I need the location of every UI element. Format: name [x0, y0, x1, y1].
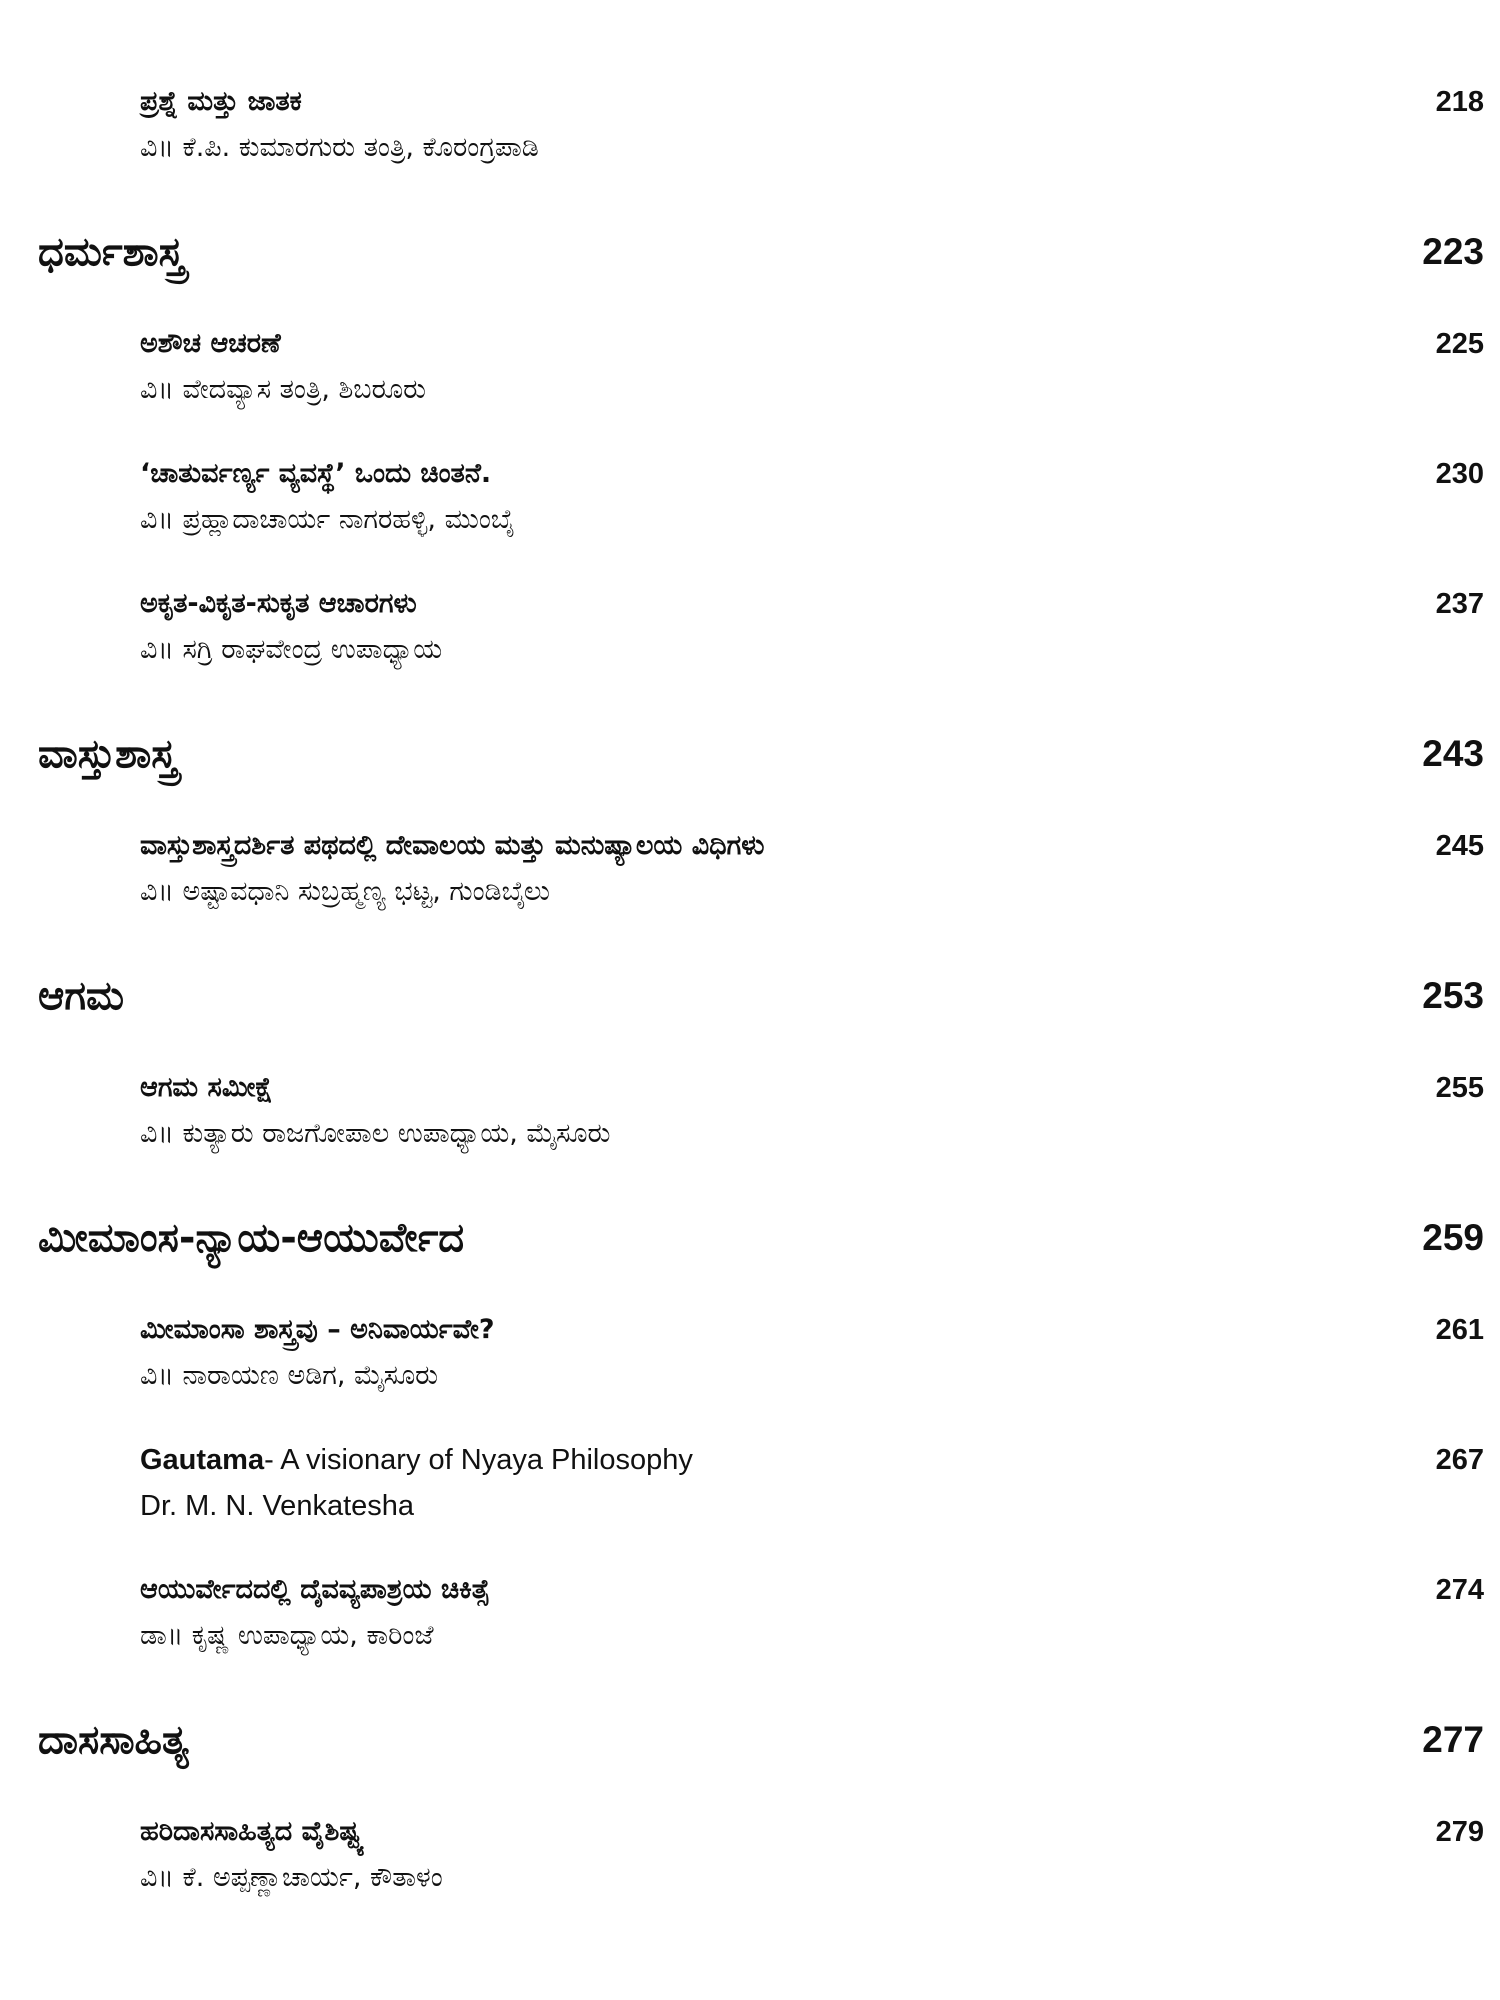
- section-title: ವಾಸ್ತುಶಾಸ್ತ್ರ: [38, 731, 178, 777]
- entry-author: ವಿ॥ ವೇದವ್ಯಾಸ ತಂತ್ರಿ, ಶಿಬರೂರು: [140, 374, 426, 405]
- section-page-number: 253: [1422, 975, 1484, 1016]
- section-page-number: 223: [1422, 231, 1484, 272]
- entry-author: ವಿ॥ ಪ್ರಹ್ಲಾದಾಚಾರ್ಯ ನಾಗರಹಳ್ಳಿ, ಮುಂಬೈ: [140, 504, 515, 535]
- section-page-number: 243: [1422, 733, 1484, 774]
- section-heading: [38, 212, 1488, 324]
- toc-entry: [38, 1068, 1488, 1198]
- entry-author: ವಿ॥ ಕೆ. ಅಪ್ಪಣ್ಣಾಚಾರ್ಯ, ಕೌತಾಳಂ: [140, 1862, 443, 1893]
- entry-title: ಆಯುರ್ವೇದದಲ್ಲಿ ದೈವವ್ಯಪಾಶ್ರಯ ಚಿಕಿತ್ಸೆ: [140, 1574, 490, 1605]
- entry-author: ವಿ॥ ಕುತ್ಯಾರು ರಾಜಗೋಪಾಲ ಉಪಾಧ್ಯಾಯ, ಮೈಸೂರು: [140, 1118, 611, 1149]
- toc-entry: [38, 82, 1488, 212]
- entry-title-rest: - A visionary of Nyaya Philosophy: [264, 1444, 693, 1476]
- entry-author: ವಿ॥ ಅಷ್ಟಾವಧಾನಿ ಸುಬ್ರಹ್ಮಣ್ಯ ಭಟ್ಟ, ಗುಂಡಿಬೈಲು: [140, 876, 550, 907]
- toc-entry: [38, 826, 1488, 956]
- entry-title: ಆಗಮ ಸಮೀಕ್ಷೆ: [140, 1072, 273, 1103]
- section-heading: [38, 956, 1488, 1068]
- entry-page-number: 245: [1435, 830, 1484, 862]
- toc-entry: [38, 1570, 1488, 1700]
- entry-title-bold: Gautama: [140, 1444, 265, 1476]
- entry-author: ವಿ॥ ಸಗ್ರಿ ರಾಘವೇಂದ್ರ ಉಪಾಧ್ಯಾಯ: [140, 634, 443, 665]
- entry-title: ಹರಿದಾಸಸಾಹಿತ್ಯದ ವೈಶಿಷ್ಟ್ಯ: [140, 1816, 365, 1847]
- entry-author: ವಿ॥ ನಾರಾಯಣ ಅಡಿಗ, ಮೈಸೂರು: [140, 1360, 439, 1391]
- toc-entry: [38, 1440, 1488, 1570]
- entry-page-number: 225: [1435, 328, 1484, 360]
- entry-page-number: 279: [1435, 1816, 1484, 1848]
- toc-entry: [38, 454, 1488, 584]
- entry-page-number: 237: [1435, 588, 1484, 620]
- section-page-number: 259: [1422, 1217, 1484, 1258]
- entry-title: ಅಕೃತ-ವಿಕೃತ-ಸುಕೃತ ಆಚಾರಗಳು: [140, 588, 417, 619]
- entry-page-number: 267: [1435, 1444, 1484, 1476]
- section-title: ಧರ್ಮಶಾಸ್ತ್ರ: [38, 229, 185, 275]
- entry-title: ವಾಸ್ತುಶಾಸ್ತ್ರದರ್ಶಿತ ಪಥದಲ್ಲಿ ದೇವಾಲಯ ಮತ್ತು ಮನುಷ್ಯಾಲಯ ವಿಧಿಗಳು: [140, 830, 765, 861]
- entry-title: ಅಶೌಚ ಆಚರಣೆ: [140, 328, 281, 359]
- section-heading: [38, 714, 1488, 826]
- entry-page-number: 218: [1435, 86, 1484, 118]
- section-title: ಆಗಮ: [38, 973, 125, 1019]
- entry-title: [140, 1440, 693, 1480]
- entry-title: ‘ಚಾತುರ್ವರ್ಣ್ಯ ವ್ಯವಸ್ಥೆ’ ಒಂದು ಚಿಂತನೆ.: [140, 458, 492, 489]
- entry-page-number: 230: [1435, 458, 1484, 490]
- entry-author: Dr. M. N. Venkatesha: [140, 1490, 415, 1522]
- section-heading: [38, 1700, 1488, 1812]
- entry-title: ಮೀಮಾಂಸಾ ಶಾಸ್ತ್ರವು – ಅನಿವಾರ್ಯವೇ?: [140, 1314, 495, 1345]
- entry-title: ಪ್ರಶ್ನೆ ಮತ್ತು ಜಾತಕ: [140, 86, 302, 117]
- toc-entry: [38, 324, 1488, 454]
- entry-page-number: 255: [1435, 1072, 1484, 1104]
- entry-page-number: 274: [1435, 1574, 1484, 1606]
- section-title: ಮೀಮಾಂಸ-ನ್ಯಾಯ-ಆಯುರ್ವೇದ: [38, 1215, 465, 1261]
- toc-entry: [38, 584, 1488, 714]
- entry-author: ವಿ॥ ಕೆ.ಪಿ. ಕುಮಾರಗುರು ತಂತ್ರಿ, ಕೊರಂಗ್ರಪಾಡಿ: [140, 132, 539, 163]
- toc-entry: [38, 1812, 1488, 1942]
- section-heading: [38, 1198, 1488, 1310]
- entry-page-number: 261: [1435, 1314, 1484, 1346]
- toc-entry: [38, 1310, 1488, 1440]
- section-title: ದಾಸಸಾಹಿತ್ಯ: [38, 1717, 189, 1763]
- table-of-contents: [38, 82, 1488, 1942]
- section-page-number: 277: [1422, 1719, 1484, 1760]
- entry-author: ಡಾ॥ ಕೃಷ್ಣ ಉಪಾಧ್ಯಾಯ, ಕಾರಿಂಜೆ: [140, 1620, 434, 1651]
